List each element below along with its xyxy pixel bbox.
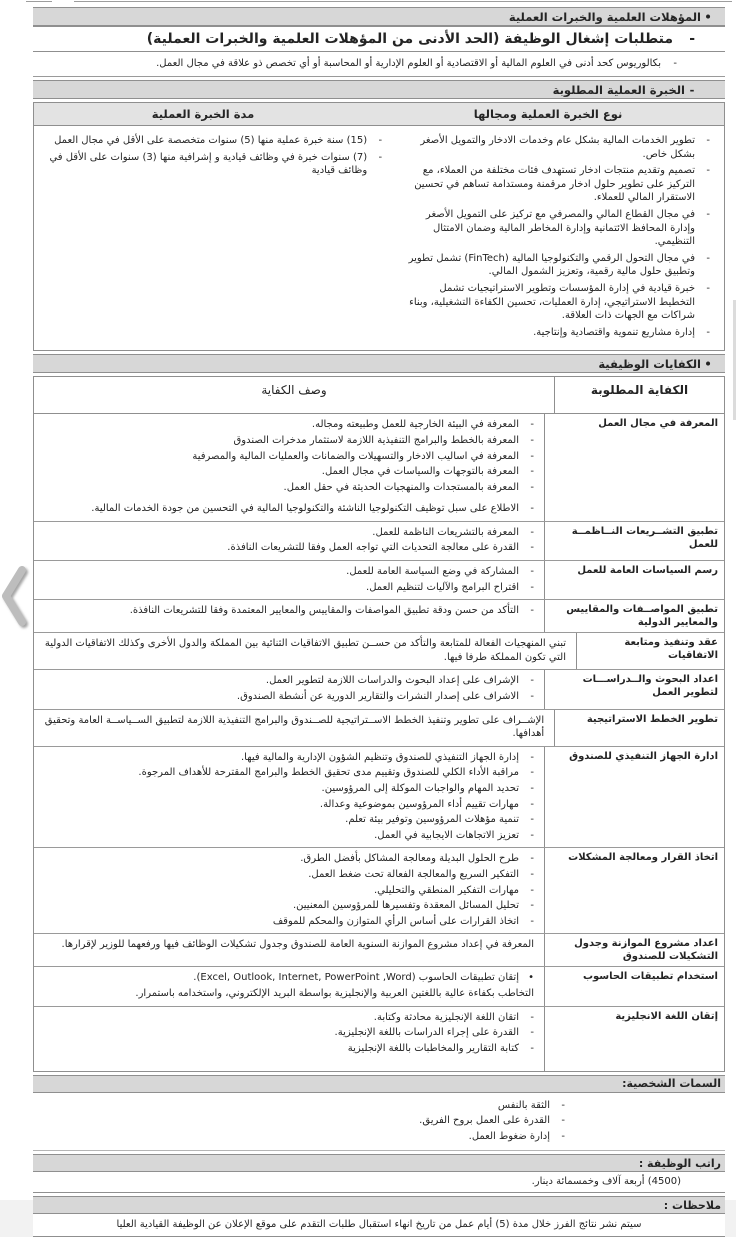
list-item-text: تنمية مؤهلات المرؤوسين وتوفير بيئة تعلم. <box>345 814 519 826</box>
experience-table-body <box>34 126 724 350</box>
experience-type-cell <box>396 126 724 350</box>
list-item-text: إدارة الجهاز التنفيذي للصندوق وتنظيم الشؤون الإدارية والمالية فيها. <box>241 751 519 763</box>
competency-name-cell: تطبيق التشــريعات النــاظمــة للعمل <box>544 522 724 560</box>
list-item-text: القدرة على معالجة التحديات التي تواجه العمل وفقا للتشريعات النافذة. <box>227 542 519 554</box>
list-item-text: القدرة على العمل بروح الفريق. <box>419 1115 550 1127</box>
list-item <box>42 581 534 595</box>
list-item-text: تعزيز الاتجاهات الايجابية في العمل. <box>374 829 519 841</box>
section-bar-personal-traits <box>33 1075 725 1093</box>
experience-table-header <box>34 103 724 126</box>
competency-description-header-cell: وصف الكفاية <box>261 383 327 398</box>
competency-row <box>34 633 724 670</box>
dash-marker: - <box>530 1011 534 1023</box>
competency-description-cell <box>34 670 544 708</box>
list-item <box>42 502 534 516</box>
list-item <box>41 1114 565 1128</box>
list-item <box>42 915 534 929</box>
competency-name-cell: استخدام تطبيقات الحاسوب <box>544 967 724 1005</box>
competency-description-cell <box>34 1007 544 1071</box>
experience-duration-header-cell: مدة الخبرة العملية <box>34 103 372 126</box>
list-item <box>42 481 534 495</box>
list-item-text: الإشراف على إعداد البحوث والدراسات اللازمة لتطوير العمل. <box>265 675 519 687</box>
list-item-text: (7) سنوات خبرة في وظائف قيادية و إشرافية منها (3) سنوات على الأقل في وظائف قيادية <box>49 151 368 177</box>
list-item-text: الاشراف على إصدار النشرات والتقارير الدورية عن أنشطة الصندوق. <box>236 691 519 703</box>
dash-marker: - <box>530 798 534 810</box>
competency-name-cell: اتخاذ القرار ومعالجة المشكلات <box>544 848 724 933</box>
dash-marker: - <box>378 135 383 146</box>
list-item-text: إدارة ضغوط العمل. <box>468 1130 550 1142</box>
salary-header: راتب الوظيفة : <box>638 1156 721 1170</box>
competency-description-cell <box>34 561 544 599</box>
competency-description-cell <box>34 967 544 1005</box>
list-item <box>42 604 534 618</box>
dash-marker: - <box>530 450 534 462</box>
list-item <box>41 1130 565 1144</box>
list-item <box>42 674 534 688</box>
competency-name-cell: تطبيق المواصــفات والمقاييس والمعايير الدولية <box>544 600 724 632</box>
list-item <box>404 326 710 340</box>
list-item <box>42 1011 534 1025</box>
competency-row <box>34 747 724 849</box>
list-item-text: اتخاذ القرارات على أساس الرأي المتوازن والمحكم للموقف <box>272 915 519 927</box>
list-item <box>42 852 534 866</box>
list-item-text: تبني المنهجيات الفعالة للمتابعة والتأكد من حســن تطبيق الاتفاقيات الثنائية بين المملكة والدول الأخرى وكذلك الاتفاقيات الدولية التي تكون المملكة طرفا فيها. <box>44 638 567 663</box>
list-item <box>42 418 534 432</box>
document-content <box>33 4 725 1237</box>
list-item <box>42 899 534 913</box>
competency-description-cell <box>34 414 544 521</box>
dash-marker: - <box>378 151 383 163</box>
list-item <box>42 134 382 148</box>
list-item-text: كتابة التقارير والمخاطبات باللغة الإنجليزية <box>347 1042 519 1054</box>
competency-description-cell <box>34 747 544 848</box>
list-item <box>42 987 534 1001</box>
list-item-text: التأكد من حسن ودقة تطبيق المواصفات والمقاييس والمعايير المعتمدة وفقا للتشريعات النافذة. <box>129 605 519 617</box>
dash-marker: - <box>561 1130 565 1142</box>
bullet-marker: • <box>704 9 712 24</box>
section-title-qualifications: المؤهلات العلمية والخبرات العملية <box>508 9 701 24</box>
personal-traits-list <box>33 1093 725 1152</box>
dash-marker: - <box>530 884 534 896</box>
list-item-text: في مجال التحول الرقمي والتكنولوجيا المالية (FinTech) تشمل تطوير وتطبيق حلول مالية رقمية، وتعزيز الشمول المالي. <box>408 252 695 278</box>
list-item-text: الثقة بالنفس <box>497 1099 550 1111</box>
list-item-text: مهارات التفكير المنطقي والتحليلي. <box>373 884 519 896</box>
notes-value-row: سيتم نشر نتائج الفرز خلال مدة (5) أيام عمل من تاريخ انهاء استقبال طلبات التقدم على موقع الإعلان عن الوظيفة القيادية العليا <box>33 1214 725 1237</box>
list-item <box>42 868 534 882</box>
experience-duration-cell <box>34 126 396 350</box>
list-item-text: المعرفة بالخطط والبرامج التنفيذية اللازمة لاستثمار مدخرات الصندوق <box>233 434 519 446</box>
dash-marker: - <box>530 783 534 794</box>
list-item-text: القدرة على إجراء الدراسات باللغة الإنجليزية. <box>334 1027 519 1039</box>
list-item-text: المعرفة بالتوجهات والسياسات في مجال العمل. <box>321 466 519 478</box>
dash-marker: - <box>689 82 695 97</box>
list-item <box>42 766 534 780</box>
qualification-text: بكالوريوس كحد أدنى في العلوم المالية أو الاقتصادية أو العلوم الإدارية أو المحاسبة أو أي تخصص ذو علاقة في مجال العمل. <box>156 58 661 69</box>
competency-description-cell <box>34 633 576 669</box>
requirements-title: متطلبات إشغال الوظيفة (الحد الأدنى من المؤهلات العلمية والخبرات العملية) <box>146 31 673 47</box>
dash-marker: - <box>706 208 710 220</box>
dash-marker: - <box>530 853 534 865</box>
competency-description-cell <box>34 522 544 560</box>
list-item <box>42 1042 534 1056</box>
competency-description-cell <box>34 848 544 933</box>
list-item <box>42 829 534 843</box>
bullet-marker: • <box>704 356 712 371</box>
salary-value-row: (4500) أربعة آلاف وخمسمائة دينار. <box>33 1172 725 1193</box>
list-item <box>404 164 710 205</box>
dash-marker: - <box>673 58 677 69</box>
list-item-text: في مجال القطاع المالي والمصرفي مع تركيز على التمويل الأصغر وإدارة المحافظ الائتمانية وإدارة المخاطر المالية وضمان الامتثال التنظيمي. <box>425 208 695 248</box>
competencies-table-header <box>34 377 724 414</box>
list-item-text: إتقان تطبيقات الحاسوب (Excel, Outlook, Internet, PowerPoint ,Word). <box>193 972 519 984</box>
list-item <box>42 782 534 796</box>
competency-row <box>34 414 724 522</box>
notes-header: ملاحظات : <box>663 1198 721 1212</box>
list-item <box>42 637 566 664</box>
list-item-text: تحديد المهام والواجبات الموكلة إلى المرؤوسين. <box>321 783 519 794</box>
list-item <box>42 151 382 178</box>
qualification-row <box>33 52 725 77</box>
dash-marker: - <box>530 566 534 578</box>
list-item-text: التفكير السريع والمعالجة الفعالة تحت ضغط العمل. <box>308 868 519 880</box>
section-title-competencies: الكفايات الوظيفية <box>598 356 701 371</box>
list-item-text: المعرفة في اساليب الادخار والتسهيلات والضمانات والعمليات المالية والمصرفية <box>192 450 519 462</box>
competency-name-cell: اعداد البحوث والــدراســـات لتطوير العمل <box>544 670 724 708</box>
dash-marker: - <box>530 526 534 538</box>
competency-row <box>34 710 724 747</box>
dash-marker: - <box>530 814 534 826</box>
competency-row <box>34 934 724 967</box>
list-item-text: (15) سنة خبرة عملية منها (5) سنوات متخصصة على الأقل في مجال العمل <box>54 135 368 146</box>
list-item <box>42 1026 534 1040</box>
competency-name-cell: تطوير الخطط الاستراتيجية <box>554 710 724 746</box>
list-item <box>404 134 710 161</box>
competencies-table-body <box>34 414 724 1070</box>
list-item-text: طرح الحلول البديلة ومعالجة المشاكل بأفضل الطرق. <box>300 853 519 865</box>
list-item-text: مراقبة الأداء الكلي للصندوق وتقييم مدى تحقيق الخطط والبرامج المقترحة للأهداف المرجوة. <box>138 767 519 779</box>
dash-marker: - <box>530 466 534 478</box>
competency-row <box>34 600 724 633</box>
list-item-text: المعرفة في إعداد مشروع الموازنة السنوية العامة للصندوق وجدول تشكيلات الوظائف فيها ورفعهما للوزير لإقرارها. <box>61 939 534 951</box>
section-title-experience: الخبرة العملية المطلوبة <box>552 82 685 97</box>
dash-marker: - <box>530 1042 534 1054</box>
dash-marker: - <box>530 481 534 493</box>
experience-table <box>33 102 725 351</box>
dash-marker: - <box>706 326 710 338</box>
dash-marker: - <box>530 419 534 431</box>
list-item-text: المعرفة في البيئة الخارجية للعمل وطبيعته ومجاله. <box>311 419 519 431</box>
competency-row <box>34 561 724 600</box>
list-item-text: تصميم وتقديم منتجات ادخار تستهدف فئات مختلفة من العملاء، مع التركيز على تطوير حلول ادخار مرقمنة ومستدامة تساهم في تحسين الاستقرار المالي للعملاء. <box>414 165 695 204</box>
dash-marker: - <box>530 503 534 515</box>
competency-row <box>34 670 724 709</box>
dash-marker: - <box>530 605 534 617</box>
list-item <box>42 813 534 827</box>
list-item <box>404 252 710 279</box>
dash-marker: - <box>706 135 710 146</box>
list-item <box>42 798 534 812</box>
dash-marker: - <box>530 691 534 703</box>
list-item-text: المعرفة بالمستجدات والمنهجيات الحديثة في حقل العمل. <box>283 481 519 493</box>
list-item-text: تحليل المسائل المعقدة وتفسيرها للمرؤوسين المعنيين. <box>293 900 519 912</box>
scan-artifact-top-line <box>26 1 732 2</box>
dash-marker: - <box>530 868 534 880</box>
list-item <box>42 541 534 555</box>
list-item-text: إدارة مشاريع تنموية واقتصادية وإنتاجية. <box>533 326 695 338</box>
list-item <box>42 751 534 765</box>
competency-name-cell: عقد وتنفيذ ومتابعة الاتفاقيات <box>576 633 724 669</box>
list-item <box>404 282 710 323</box>
competency-name-cell: رسم السياسات العامة للعمل <box>544 561 724 599</box>
dash-marker: - <box>530 581 534 593</box>
section-bar-qualifications <box>33 7 725 26</box>
list-item-text: الاطلاع على سبل توظيف التكنولوجيا الناشئة والتكنولوجيا المالية في التحسين من جودة الخدمات المالية. <box>91 503 519 515</box>
list-item <box>42 434 534 448</box>
section-bar-experience <box>33 80 725 99</box>
dash-marker: - <box>530 767 534 779</box>
list-item-text: تطوير الخدمات المالية بشكل عام وخدمات الادخار والتمويل الأصغر بشكل خاص. <box>420 135 695 160</box>
list-item <box>42 714 544 741</box>
competencies-table <box>33 376 725 1071</box>
dash-marker: - <box>530 675 534 687</box>
competency-row <box>34 522 724 561</box>
dash-marker: - <box>706 282 710 294</box>
dash-marker: - <box>530 434 534 446</box>
list-item-text: خبرة قيادية في إدارة المؤسسات وتطوير الاستراتيجيات تشمل التخطيط الاستراتيجي، إدارة العمليات، تحسين الكفاءة التشغيلية، وبناء شراكات مع الجهات ذات العلاقة. <box>409 282 695 322</box>
list-item <box>42 690 534 704</box>
competency-name-cell: إتقان اللغة الانجليزية <box>544 1007 724 1071</box>
dash-marker: - <box>530 829 534 841</box>
competency-row <box>34 848 724 934</box>
list-item <box>42 450 534 464</box>
dash-marker: - <box>530 1027 534 1039</box>
personal-traits-header: السمات الشخصية: <box>622 1077 721 1091</box>
required-competency-header-cell: الكفاية المطلوبة <box>554 377 724 413</box>
bullet-marker: • <box>528 972 534 984</box>
chevron-left-icon[interactable] <box>0 563 30 629</box>
dash-marker: - <box>706 252 710 264</box>
list-item <box>42 526 534 540</box>
dash-marker: - <box>530 542 534 554</box>
list-item <box>41 1099 565 1113</box>
list-item <box>42 884 534 898</box>
list-item <box>42 465 534 479</box>
competency-description-cell <box>34 600 544 632</box>
section-bar-salary <box>33 1154 725 1172</box>
list-item-text: المشاركة في وضع السياسة العامة للعمل. <box>346 566 519 578</box>
list-item <box>404 208 710 249</box>
list-item-text: المعرفة بالتشريعات الناظمة للعمل. <box>372 526 519 538</box>
competency-row <box>34 1007 724 1071</box>
list-item <box>42 938 534 952</box>
dash-marker: - <box>530 915 534 927</box>
experience-type-header-cell: نوع الخبرة العملية ومجالها <box>372 103 724 126</box>
section-bar-competencies <box>33 354 725 373</box>
competency-description-cell <box>34 710 554 746</box>
competency-name-cell: ادارة الجهاز التنفيذي للصندوق <box>544 747 724 848</box>
dash-marker: - <box>561 1099 565 1111</box>
dash-marker: - <box>530 751 534 763</box>
dash-marker: - <box>530 900 534 912</box>
competency-name-cell: المعرفة في مجال العمل <box>544 414 724 521</box>
competency-row <box>34 967 724 1006</box>
list-item-text: مهارات تقييم أداء المرؤوسين بموضوعية وعدالة. <box>319 798 519 810</box>
dash-marker: - <box>561 1115 565 1127</box>
competency-name-cell: اعداد مشروع الموازنة وجدول التشكيلات للصندوق <box>544 934 724 966</box>
dash-marker: - <box>706 165 710 177</box>
list-item <box>42 565 534 579</box>
competency-description-cell <box>34 934 544 966</box>
list-item-text: التخاطب بكفاءة عالية باللغتين العربية والإنجليزية بواسطة البريد الإلكتروني، واستخدامه باستمرار. <box>135 987 534 999</box>
list-item-text: اتقان اللغة الإنجليزية محادثة وكتابة. <box>373 1011 519 1023</box>
dash-marker: - <box>689 31 695 47</box>
requirements-title-row <box>33 26 725 52</box>
section-bar-notes <box>33 1196 725 1214</box>
list-item-text: اقتراح البرامج والآليات لتنظيم العمل. <box>366 581 519 593</box>
list-item <box>42 971 534 985</box>
list-item-text: الإشــراف على تطوير وتنفيذ الخطط الاســتراتيجية للصــندوق والبرامج التنفيذية اللازمة لتطبيق الســياســة العامة وتحقيق أهدافها. <box>44 714 545 740</box>
